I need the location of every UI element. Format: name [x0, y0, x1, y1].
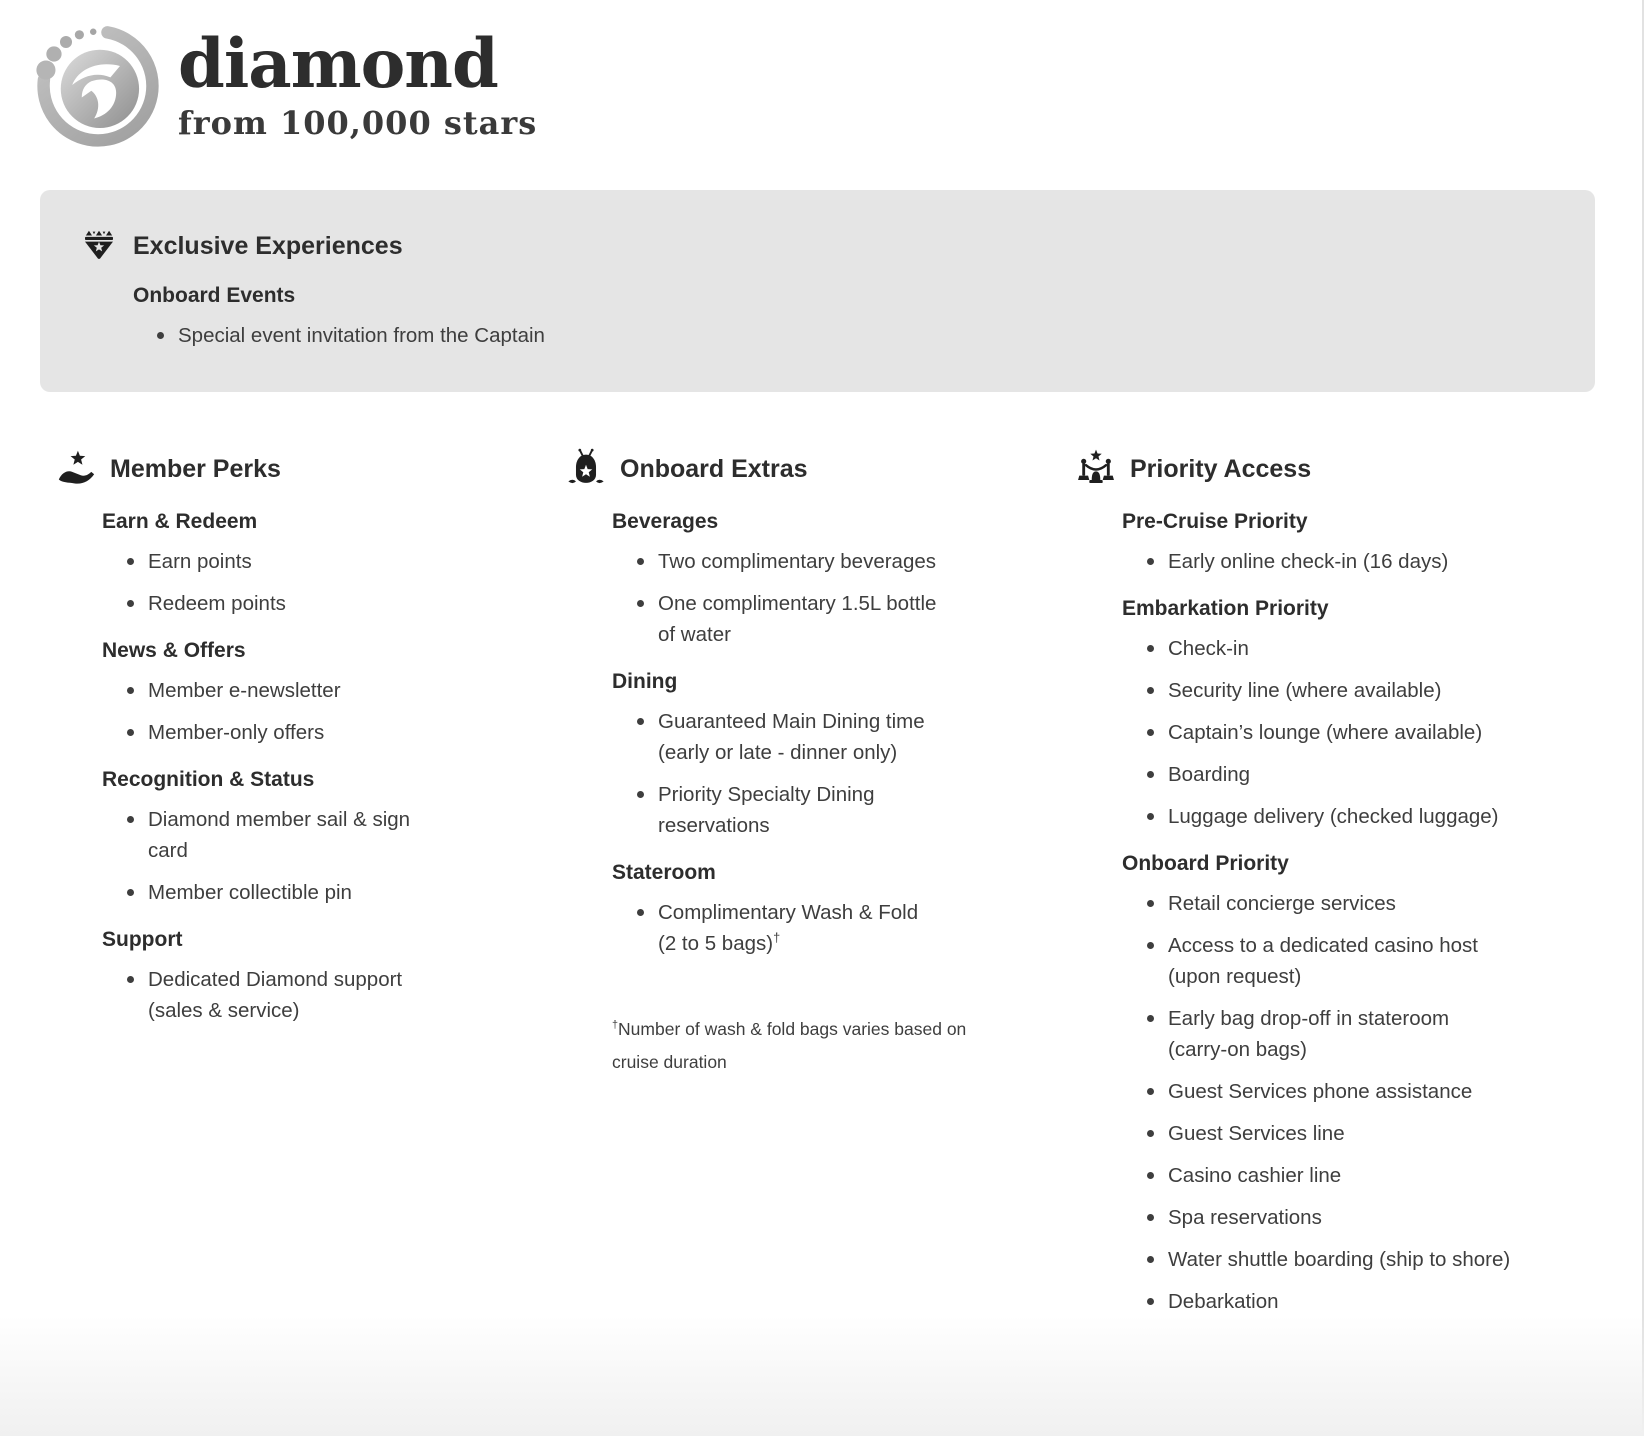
- benefit-item: Member-only offers: [125, 717, 427, 748]
- benefit-list: [635, 897, 1075, 959]
- benefit-group: [78, 282, 1555, 351]
- bottom-fade: [0, 1316, 1644, 1436]
- column-title: Member Perks: [110, 454, 281, 483]
- hand-star-icon: [55, 448, 97, 490]
- benefit-column-onboard-extras: [565, 448, 1075, 1328]
- benefit-item: Early bag drop-off in stateroom (carry-on bags): [1145, 1003, 1513, 1065]
- footnote: †Number of wash & fold bags varies based on cruise duration: [612, 1019, 967, 1072]
- benefit-item: Two complimentary beverages: [635, 546, 937, 577]
- benefit-item: Captain’s lounge (where available): [1145, 717, 1513, 748]
- group-heading: Support: [102, 928, 183, 951]
- benefit-group: [55, 508, 565, 619]
- benefit-group: [55, 926, 565, 1026]
- column-header-priority-access: [1075, 448, 1644, 490]
- group-heading: Pre-Cruise Priority: [1122, 510, 1308, 533]
- benefit-list: [125, 804, 565, 908]
- group-heading: News & Offers: [102, 639, 246, 662]
- benefit-list: [155, 320, 1555, 351]
- column-title: Onboard Extras: [620, 454, 808, 483]
- logo-header: [0, 0, 1644, 150]
- benefit-group: [55, 766, 565, 908]
- benefit-item: Spa reservations: [1145, 1202, 1513, 1233]
- benefit-column-member-perks: [55, 448, 565, 1328]
- exclusive-experiences-header: [78, 226, 1555, 266]
- group-heading: Recognition & Status: [102, 768, 315, 791]
- benefit-item: Priority Specialty Dining reservations: [635, 779, 937, 841]
- group-heading: Stateroom: [612, 861, 716, 884]
- tier-title: diamond: [178, 24, 498, 103]
- exclusive-groups: [78, 282, 1555, 351]
- benefit-item: Guaranteed Main Dining time (early or late - dinner only): [635, 706, 937, 768]
- benefit-item: Check-in: [1145, 633, 1513, 664]
- benefit-item: Dedicated Diamond support (sales & service): [125, 964, 427, 1026]
- benefit-item: Security line (where available): [1145, 675, 1513, 706]
- benefit-item: Member e-newsletter: [125, 675, 427, 706]
- benefit-group: [565, 668, 1075, 841]
- ship-swoosh-logo-icon: [34, 22, 162, 150]
- benefit-group: [55, 637, 565, 748]
- benefit-item: Complimentary Wash & Fold (2 to 5 bags)†: [635, 897, 937, 959]
- group-heading: Embarkation Priority: [1122, 597, 1329, 620]
- benefit-item: Retail concierge services: [1145, 888, 1513, 919]
- group-heading: Earn & Redeem: [102, 510, 258, 533]
- column-title: Priority Access: [1130, 454, 1312, 483]
- benefit-group: [1075, 850, 1644, 1317]
- rope-barrier-icon: [1075, 448, 1117, 490]
- benefit-item: One complimentary 1.5L bottle of water: [635, 588, 937, 650]
- benefit-item: Guest Services phone assistance: [1145, 1076, 1513, 1107]
- benefit-item: Redeem points: [125, 588, 427, 619]
- benefit-list: [1145, 633, 1644, 832]
- benefit-item: Early online check-in (16 days): [1145, 546, 1513, 577]
- benefit-item: Guest Services line: [1145, 1118, 1513, 1149]
- benefit-item: Casino cashier line: [1145, 1160, 1513, 1191]
- benefit-item: Debarkation: [1145, 1286, 1513, 1317]
- group-heading: Dining: [612, 670, 678, 693]
- group-heading: Onboard Priority: [1122, 852, 1289, 875]
- benefit-group: [565, 859, 1075, 959]
- group-heading: Beverages: [612, 510, 719, 533]
- benefit-group: [1075, 508, 1644, 577]
- benefit-item: Member collectible pin: [125, 877, 427, 908]
- benefit-list: [125, 675, 565, 748]
- benefit-column-priority-access: [1075, 448, 1644, 1328]
- benefit-item: Water shuttle boarding (ship to shore): [1145, 1244, 1513, 1275]
- benefit-item: Boarding: [1145, 759, 1513, 790]
- benefit-item: Earn points: [125, 546, 427, 577]
- benefit-group: [565, 508, 1075, 650]
- column-header-member-perks: [55, 448, 565, 490]
- benefit-item: Diamond member sail & sign card: [125, 804, 427, 866]
- benefit-group: [1075, 595, 1644, 832]
- gem-icon: [78, 226, 120, 266]
- exclusive-experiences-title: Exclusive Experiences: [133, 231, 403, 260]
- tier-subtitle: from 100,000 stars: [178, 104, 538, 142]
- benefit-item: Access to a dedicated casino host (upon request): [1145, 930, 1513, 992]
- benefit-list: [635, 706, 1075, 841]
- benefit-list: [635, 546, 1075, 650]
- benefit-list: [1145, 888, 1644, 1317]
- benefit-list: [125, 546, 565, 619]
- benefit-list: [1145, 546, 1644, 577]
- benefit-item: Special event invitation from the Captain: [155, 320, 1555, 351]
- group-heading: Onboard Events: [133, 284, 296, 307]
- benefit-columns: [0, 448, 1644, 1328]
- logo-text: [178, 22, 537, 142]
- benefit-list: [125, 964, 565, 1026]
- ship-star-icon: [565, 448, 607, 490]
- column-header-onboard-extras: [565, 448, 1075, 490]
- benefit-item: Luggage delivery (checked luggage): [1145, 801, 1513, 832]
- exclusive-experiences-panel: [40, 190, 1595, 392]
